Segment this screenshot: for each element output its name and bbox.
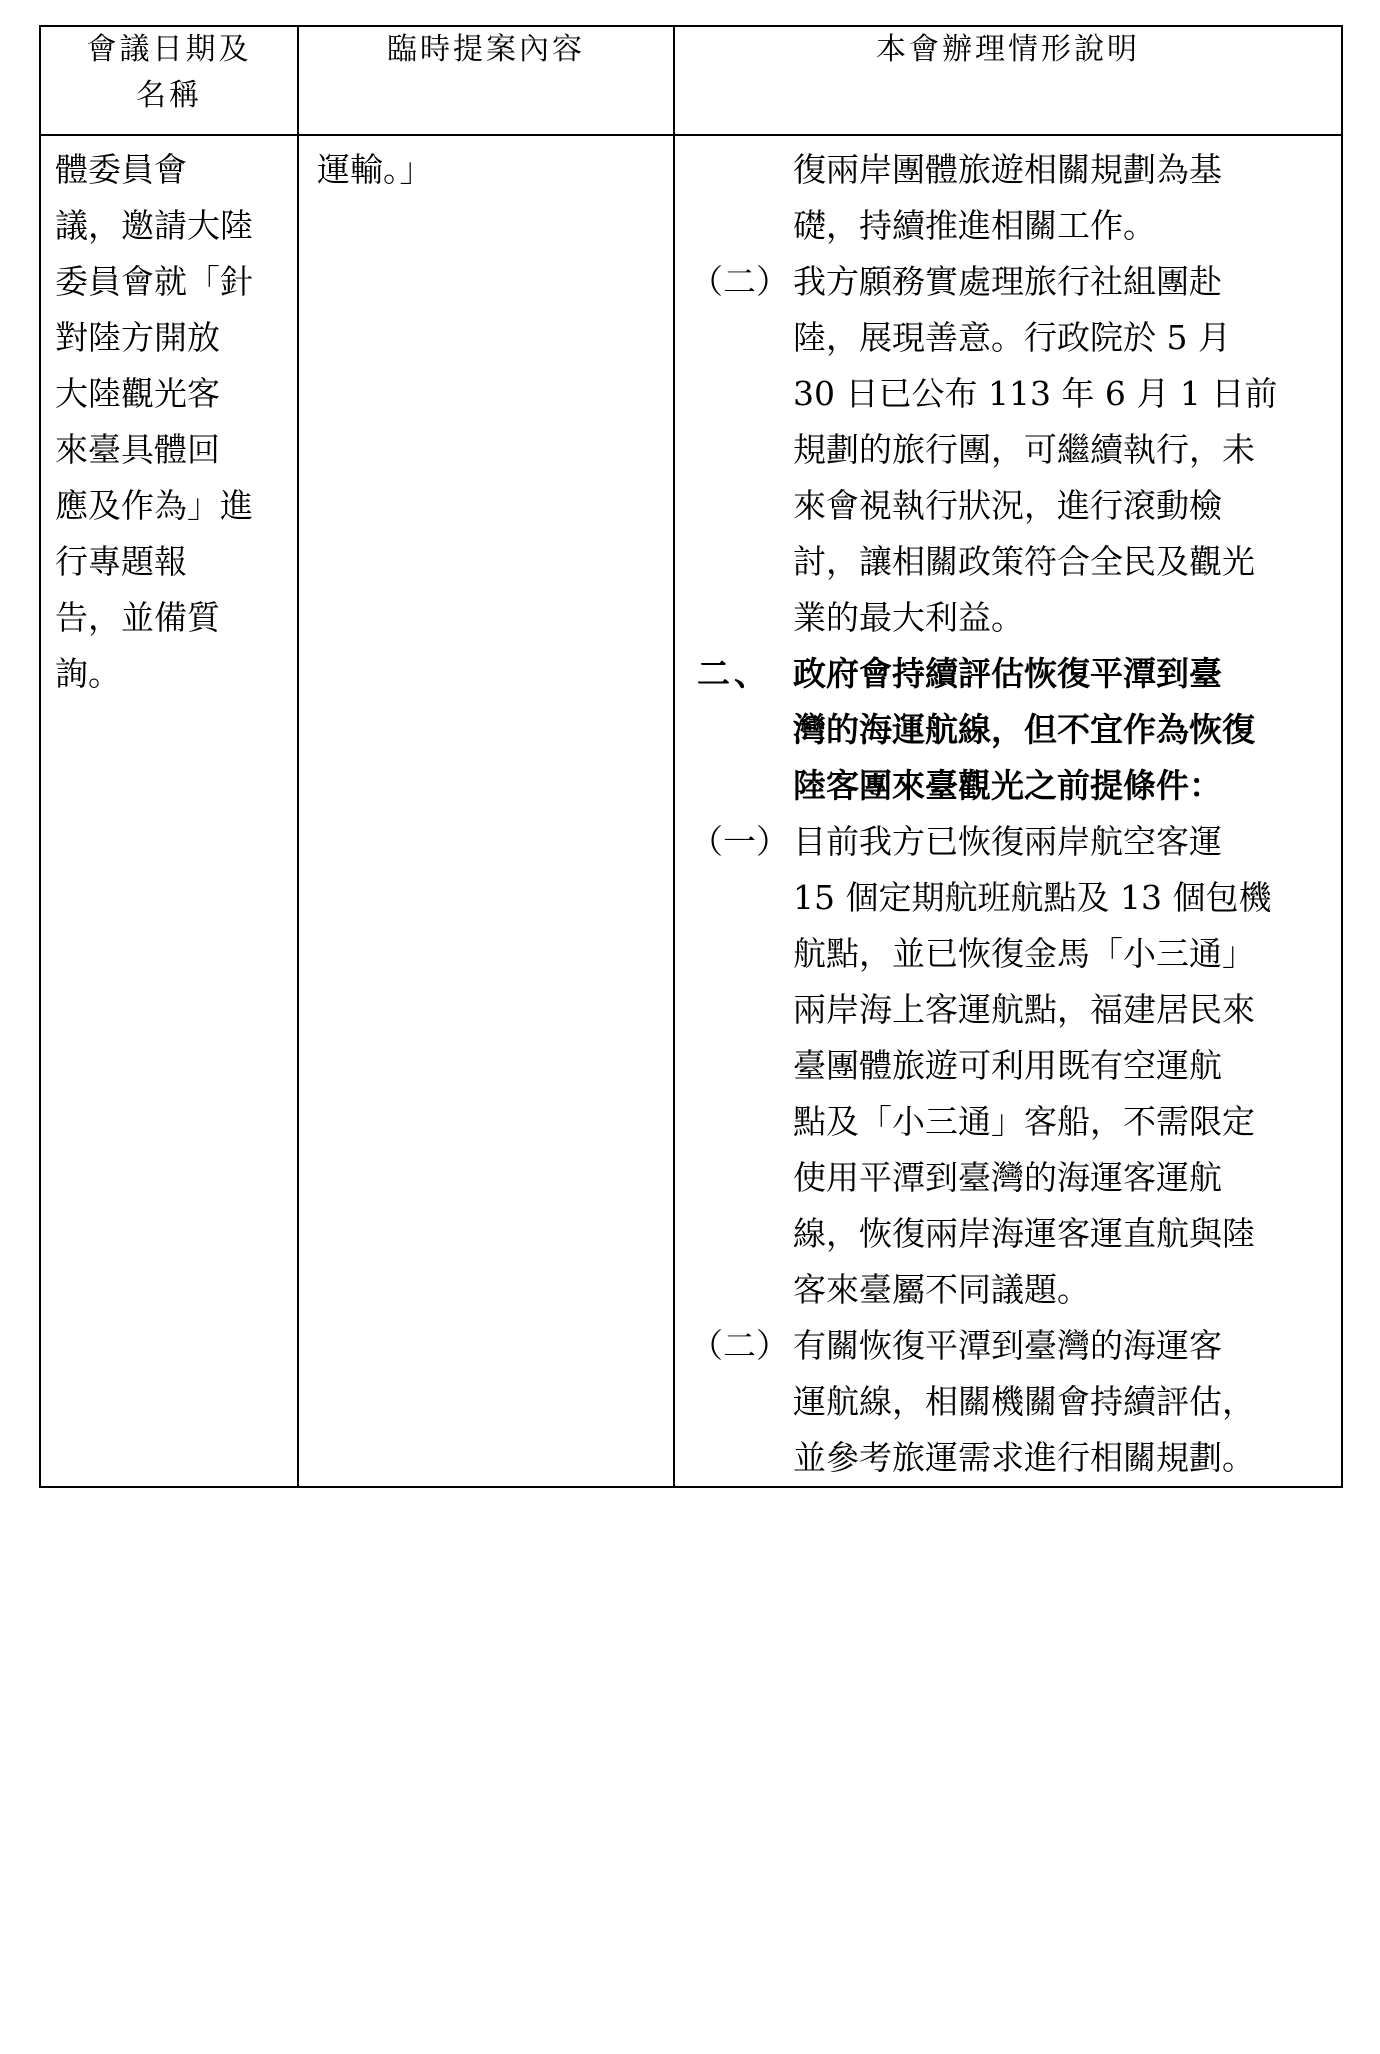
handling-table — [39, 25, 1343, 1488]
paragraph-line: 線，恢復兩岸海運客運直航與陸 — [793, 1214, 1255, 1253]
meeting-line: 大陸觀光客 — [55, 374, 220, 413]
paragraph-line: 規劃的旅行團，可繼續執行，未 — [793, 430, 1255, 469]
meeting-line: 對陸方開放 — [55, 318, 220, 357]
section-line: 灣的海運航線，但不宜作為恢復 — [793, 710, 1255, 749]
paragraph-line: 復兩岸團體旅遊相關規劃為基 — [793, 150, 1222, 189]
paragraph-line: 並參考旅運需求進行相關規劃。 — [793, 1438, 1255, 1477]
paragraph-line: 我方願務實處理旅行社組團赴 — [793, 262, 1222, 301]
meeting-text — [41, 136, 297, 702]
header-proposal-label: 臨時提案內容 — [387, 32, 585, 67]
proposal-cell — [298, 135, 674, 1487]
header-handling-label: 本會辦理情形說明 — [876, 32, 1140, 67]
paragraph-line: 15 個定期航班航點及 13 個包機 — [793, 878, 1272, 917]
paragraph-body — [793, 142, 1327, 254]
paragraph-item — [675, 1318, 1327, 1486]
paragraph-line: 討，讓相關政策符合全民及觀光 — [793, 542, 1255, 581]
paragraph-line: 點及「小三通」客船，不需限定 — [793, 1102, 1255, 1141]
paragraph-line: 目前我方已恢復兩岸航空客運 — [793, 822, 1222, 861]
paragraph-item — [675, 254, 1327, 646]
paragraph-line: 業的最大利益。 — [793, 598, 1024, 637]
paragraph-item — [675, 814, 1327, 1318]
paragraph-continuation — [675, 142, 1327, 254]
paragraph-marker: （二） — [690, 262, 789, 301]
paragraph-marker: （二） — [690, 1326, 789, 1365]
section-line: 政府會持續評估恢復平潭到臺 — [793, 654, 1222, 693]
header-meeting-line1: 會議日期及 — [86, 32, 252, 67]
paragraph-line: 陸，展現善意。行政院於 5 月 — [793, 318, 1231, 357]
paragraph-body — [793, 814, 1327, 1318]
paragraph-body — [793, 1318, 1327, 1486]
header-proposal — [298, 26, 674, 135]
header-meeting-line2: 名稱 — [136, 78, 202, 113]
meeting-line: 行專題報 — [55, 542, 187, 581]
explanation-text — [675, 136, 1341, 1486]
header-row — [40, 26, 1342, 135]
meeting-line: 議，邀請大陸 — [55, 206, 253, 245]
paragraph-line: 使用平潭到臺灣的海運客運航 — [793, 1158, 1222, 1197]
header-meeting — [40, 26, 298, 135]
section-line: 陸客團來臺觀光之前提條件： — [793, 766, 1222, 805]
meeting-cell — [40, 135, 298, 1487]
paragraph-line: 客來臺屬不同議題。 — [793, 1270, 1090, 1309]
paragraph-line: 兩岸海上客運航點，福建居民來 — [793, 990, 1255, 1029]
paragraph-line: 臺團體旅遊可利用既有空運航 — [793, 1046, 1222, 1085]
meeting-line: 應及作為」進 — [55, 486, 253, 525]
meeting-line: 詢。 — [55, 654, 121, 693]
section-marker: 二、 — [697, 654, 771, 693]
paragraph-line: 30 日已公布 113 年 6 月 1 日前 — [793, 374, 1278, 413]
header-handling — [674, 26, 1342, 135]
meeting-line: 來臺具體回 — [55, 430, 220, 469]
paragraph-line: 運航線，相關機關會持續評估， — [793, 1382, 1255, 1421]
paragraph-marker: （一） — [690, 822, 789, 861]
meeting-line: 委員會就「針 — [55, 262, 253, 301]
paragraph-body — [793, 254, 1327, 646]
section-body — [793, 646, 1327, 814]
proposal-text: 運輸。」 — [317, 150, 433, 189]
paragraph-line: 礎，持續推進相關工作。 — [793, 206, 1156, 245]
meeting-line: 告，並備質 — [55, 598, 220, 637]
body-row — [40, 135, 1342, 1487]
paragraph-line: 航點，並已恢復金馬「小三通」 — [793, 934, 1255, 973]
explanation-cell — [674, 135, 1342, 1487]
meeting-line: 體委員會 — [55, 150, 187, 189]
paragraph-line: 有關恢復平潭到臺灣的海運客 — [793, 1326, 1222, 1365]
section-heading — [675, 646, 1327, 814]
paragraph-marker-empty — [675, 142, 793, 254]
paragraph-line: 來會視執行狀況，進行滾動檢 — [793, 486, 1222, 525]
